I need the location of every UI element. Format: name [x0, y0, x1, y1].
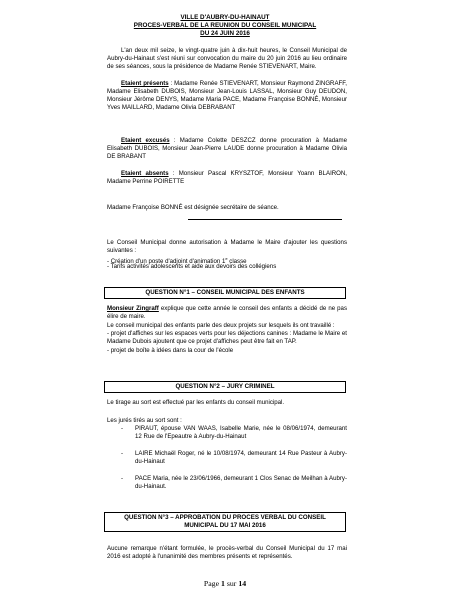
section-divider — [188, 219, 342, 220]
absents-label: Etaient absents — [121, 170, 169, 177]
jure-text: LAIRE Michaël Roger, né le 10/08/1974, demeurant 14 Rue Pasteur à Aubry-du-Hainaut — [135, 450, 347, 466]
presents-label: Etaient présents — [121, 80, 169, 87]
q1-paragraph: Le conseil municipal des enfants parle des deux projets sur lesquels ils ont travaillé : — [107, 322, 335, 329]
q2-paragraph: Les jurés tirés au sort sont : — [107, 417, 182, 424]
authorization-item: - Tarifs activités adolescents et aide aux devoirs des collégiens — [107, 263, 277, 270]
authorization-paragraph: Le Conseil Municipal donne autorisation à Madame le Maire d'ajouter les questions suivantes : — [107, 239, 347, 255]
authorization-item-sup: e — [225, 256, 228, 261]
footer-prefix: Page — [203, 579, 221, 588]
presents-paragraph — [107, 80, 347, 112]
footer-middle: sur — [224, 579, 239, 588]
jure-text: PIRAUT, épouse VAN WAAS, Isabelle Marie, née le 08/06/1974, demeurant 12 Rue de l'Epeautre à Aubry-du-Hainaut — [135, 425, 347, 441]
question-2-title: QUESTION N°2 – JURY CRIMINEL — [104, 381, 346, 393]
page-number: 1 — [220, 579, 225, 588]
list-item: - LAIRE Michaël Roger, né le 10/08/1974, demeurant 14 Rue Pasteur à Aubry-du-Hainaut — [121, 450, 347, 466]
q1-speaker: Monsieur Zingraff — [107, 305, 159, 312]
presents-text: : Madame Renée STIEVENART, Monsieur Raymond ZINGRAFF, Madame Elisabeth DUBOIS, Monsieur Jean-Louis LASSAL, Monsieur Guy DEUDON, Monsieur Jérôme DENYS, Madame Maria PACE, Madame Françoise BONNÉ, Monsieur Yves MAILLARD, Madame Olivia DEBRABANT — [107, 80, 347, 112]
meeting-date: DU 24 JUIN 2016 — [200, 30, 250, 37]
page-total: 14 — [238, 579, 247, 588]
list-item: - PACE Maria, née le 23/06/1966, demeurant 1 Clos Senac de Meilhan à Aubry-du-Hainaut. — [121, 475, 347, 491]
q1-paragraph: - projet d'affiches sur les espaces verts pour les déjections canines : Madame le Maire et Madame Dubois ajoutent que ce projet d'affiches peut être fait en TAP. — [107, 330, 347, 346]
list-item: - PIRAUT, épouse VAN WAAS, Isabelle Marie, née le 08/06/1974, demeurant 12 Rue de l'Epeautre à Aubry-du-Hainaut — [121, 425, 347, 441]
q1-paragraph — [107, 305, 347, 321]
absents-paragraph — [107, 170, 347, 186]
q1-paragraph: - projet de boîte à idées dans la cour de l'école — [107, 347, 234, 354]
secretary-paragraph: Madame Françoise BONNÉ est désignée secrétaire de séance. — [107, 204, 279, 211]
q1-text: explique que cette année le conseil des enfants a décidé de ne pas élire de maire. — [107, 305, 347, 321]
excuses-text: : Madame Colette DESZCZ donne procuration à Madame Elisabeth DUBOIS, Monsieur Jean-Pierre LAUDE donne procuration à Madame Olivia DE BRABANT — [107, 137, 347, 161]
question-3-title: QUESTION N°3 – APPROBATION DU PROCES VERBAL DU CONSEIL MUNICIPAL DU 17 MAI 2016 — [104, 512, 346, 532]
q2-paragraph: Le tirage au sort est effectué par les enfants du conseil municipal. — [107, 399, 285, 406]
authorization-item-suffix: classe — [227, 258, 247, 266]
question-1-title: QUESTION N°1 – CONSEIL MUNICIPAL DES ENFANTS — [104, 287, 346, 299]
page-footer — [0, 579, 450, 588]
excuses-label: Etaient excusés — [121, 137, 170, 144]
excuses-paragraph — [107, 137, 347, 161]
city-heading: VILLE D'AUBRY-DU-HAINAUT — [180, 14, 270, 21]
absents-text: : Monsieur Pascal KRYSZTOF, Monsieur Yoann BLAIRON, Madame Perrine POIRETTE — [107, 170, 347, 186]
authorization-item-text: - Création d'un poste d'adjoint d'animation 1 — [107, 258, 226, 266]
intro-paragraph: L'an deux mil seize, le vingt-quatre juin à dix-huit heures, le Conseil Municipal de Aubry-du-Hainaut s'est réuni sur convocation du maire du 20 juin 2016 au lieu ordinaire de ses séances, sous la présidence de Madame Renée STIEVENART, Maire. — [107, 47, 347, 71]
q3-paragraph: Aucune remarque n'étant formulée, le procès-verbal du Conseil Municipal du 17 mai 2016 est adopté à l'unanimité des membres présents et représentés. — [107, 545, 347, 561]
jure-text: PACE Maria, née le 23/06/1966, demeurant 1 Clos Senac de Meilhan à Aubry-du-Hainaut. — [135, 475, 347, 491]
document-title: PROCES-VERBAL DE LA REUNION DU CONSEIL MUNICIPAL — [133, 22, 317, 29]
